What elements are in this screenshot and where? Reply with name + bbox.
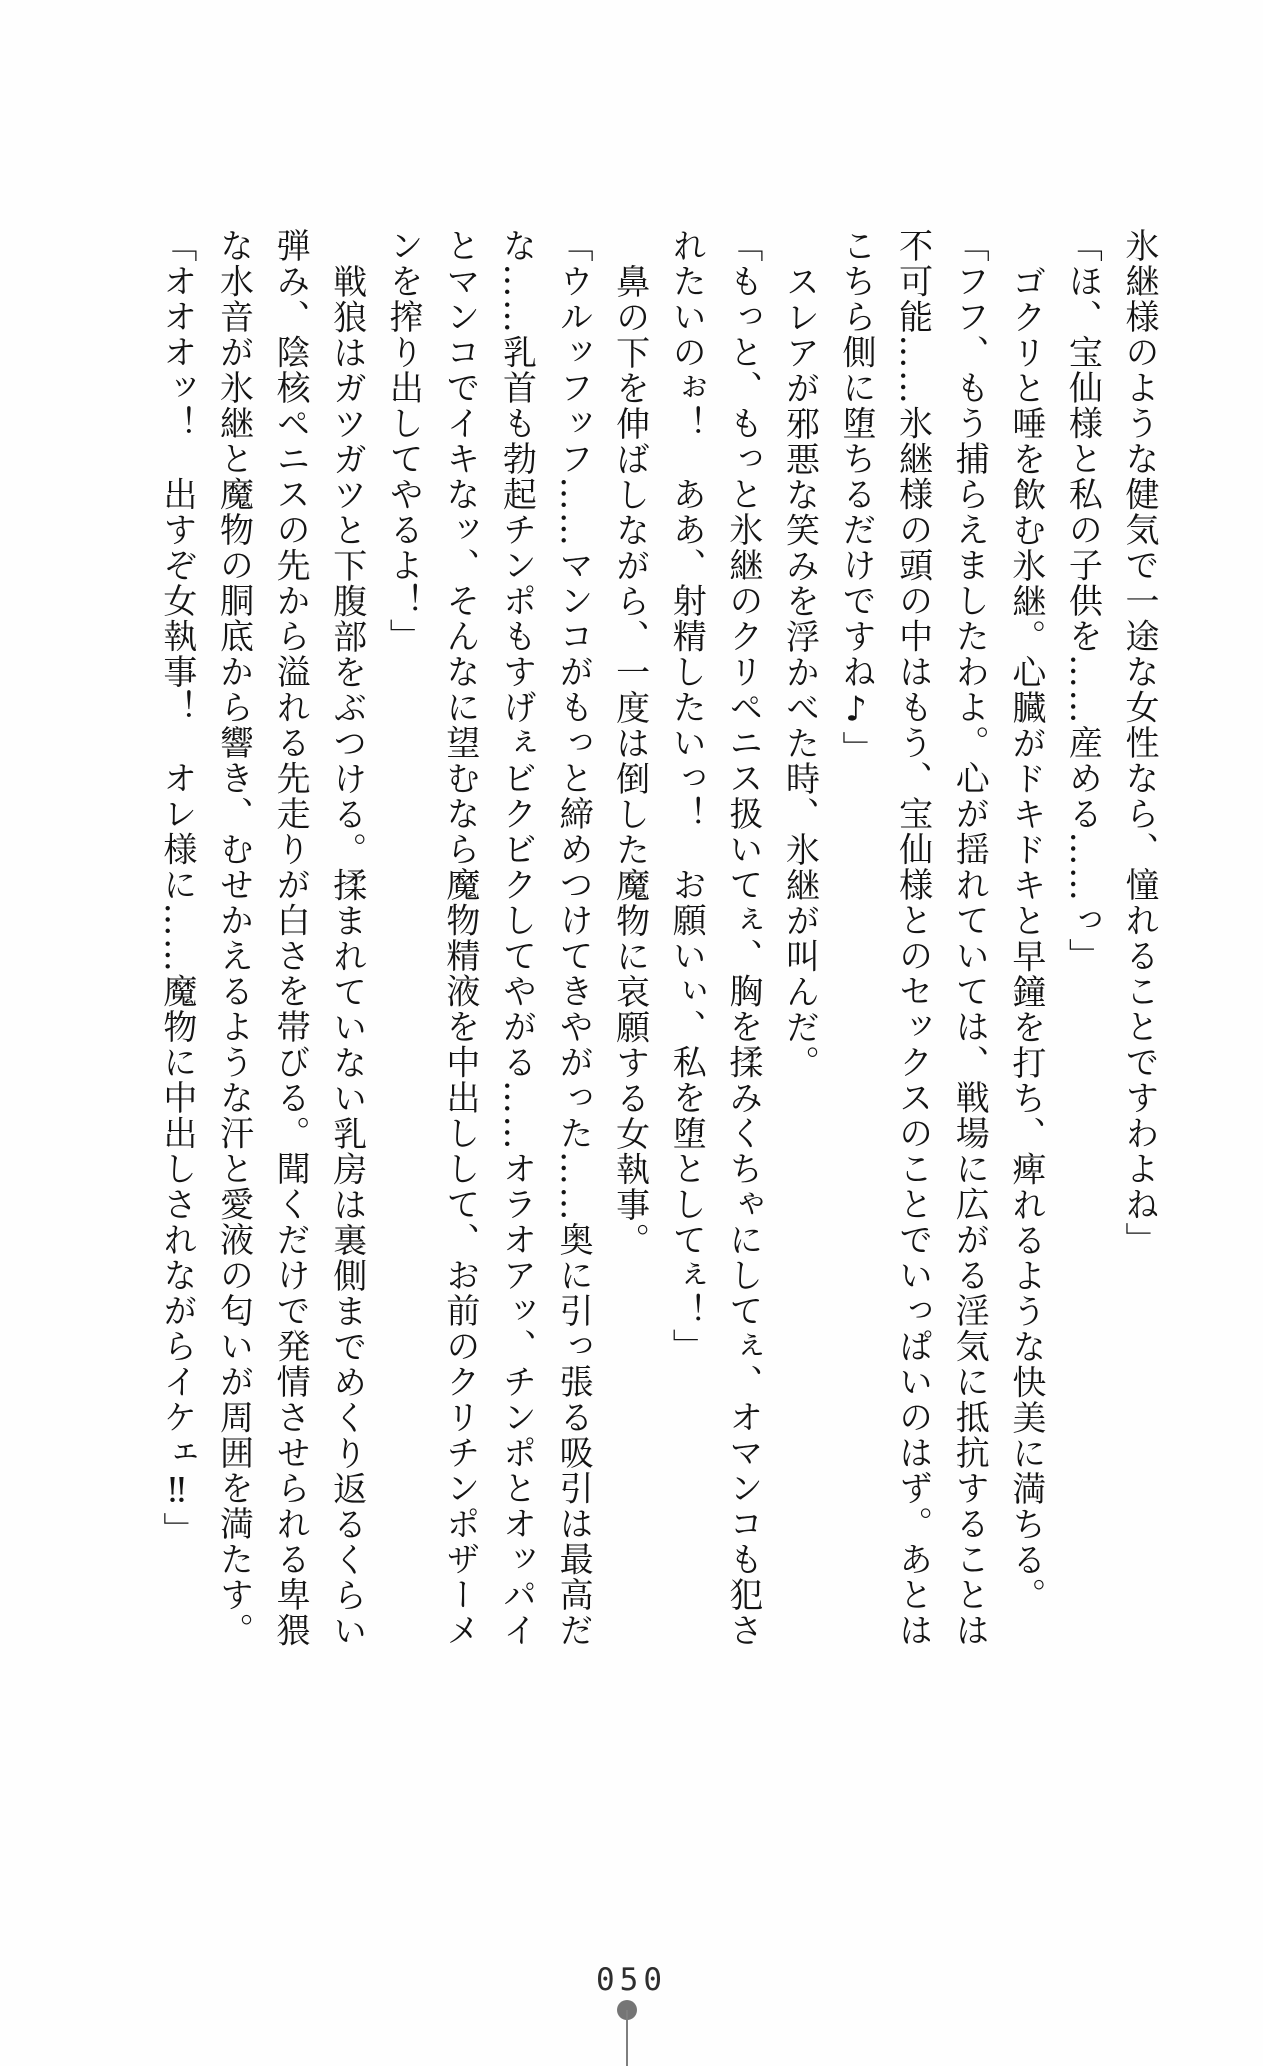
footer-rule (626, 2010, 628, 2066)
text-line: スレアが邪悪な笑みを浮かべた時、氷継が叫んだ。 (779, 264, 820, 1081)
text-line: こちら側に堕ちるだけですね♪」 (836, 228, 877, 767)
text-line: 「フフ、もう捕らえましたわよ。心が揺れていては、戦場に広がる淫気に抵抗することは (949, 228, 990, 1648)
page-number: 050 (596, 1962, 667, 1998)
text-line: な水音が氷継と魔物の胴底から響き、むせかえるような汗と愛液の匂いが周囲を満たす。 (213, 228, 254, 1648)
text-line: れたいのぉ！ ああ、射精したいっ！ お願いぃ、私を堕としてぇ！」 (666, 228, 707, 1364)
text-line: 戦狼はガツガツと下腹部をぶつける。揉まれていない乳房は裏側までめくり返るくらい (326, 264, 367, 1649)
text-line: 鼻の下を伸ばしながら、一度は倒した魔物に哀願する女執事。 (609, 264, 650, 1258)
text-line: 弾み、陰核ペニスの先から溢れる先走りが白さを帯びる。聞くだけで発情させられる卑猥 (270, 228, 311, 1648)
text-line: とマンコでイキなッ、そんなに望むなら魔物精液を中出しして、お前のクリチンポザーメ (439, 228, 480, 1648)
text-line: ンを搾り出してやるよ！」 (383, 228, 424, 654)
text-line: な……乳首も勃起チンポもすげぇビクビクしてやがる……オラオアッ、チンポとオッパイ (496, 228, 537, 1648)
text-line: 「もっと、もっと氷継のクリペニス扱いてぇ、胸を揉みくちゃにしてぇ、オマンコも犯さ (722, 228, 763, 1648)
text-line: ゴクリと唾を飲む氷継。心臓がドキドキと早鐘を打ち、痺れるような快美に満ちる。 (1005, 264, 1046, 1613)
text-line: 「ほ、宝仙様と私の子供を……産める……っ」 (1062, 228, 1103, 974)
text-line: 「ウルッフッフ……マンコがもっと締めつけてきやがった……奥に引っ張る吸引は最高だ (553, 228, 594, 1648)
text-line: 氷継様のような健気で一途な女性なら、憧れることですわよね」 (1119, 228, 1159, 1258)
text-columns (145, 228, 1167, 1706)
text-line: 「オオオッ！ 出すぞ女執事！ オレ様に……魔物に中出しされながらイケェ‼」 (156, 228, 197, 1548)
text-line: 不可能……氷継様の頭の中はもう、宝仙様とのセックスのことでいっぱいのはず。あとは (892, 228, 933, 1648)
